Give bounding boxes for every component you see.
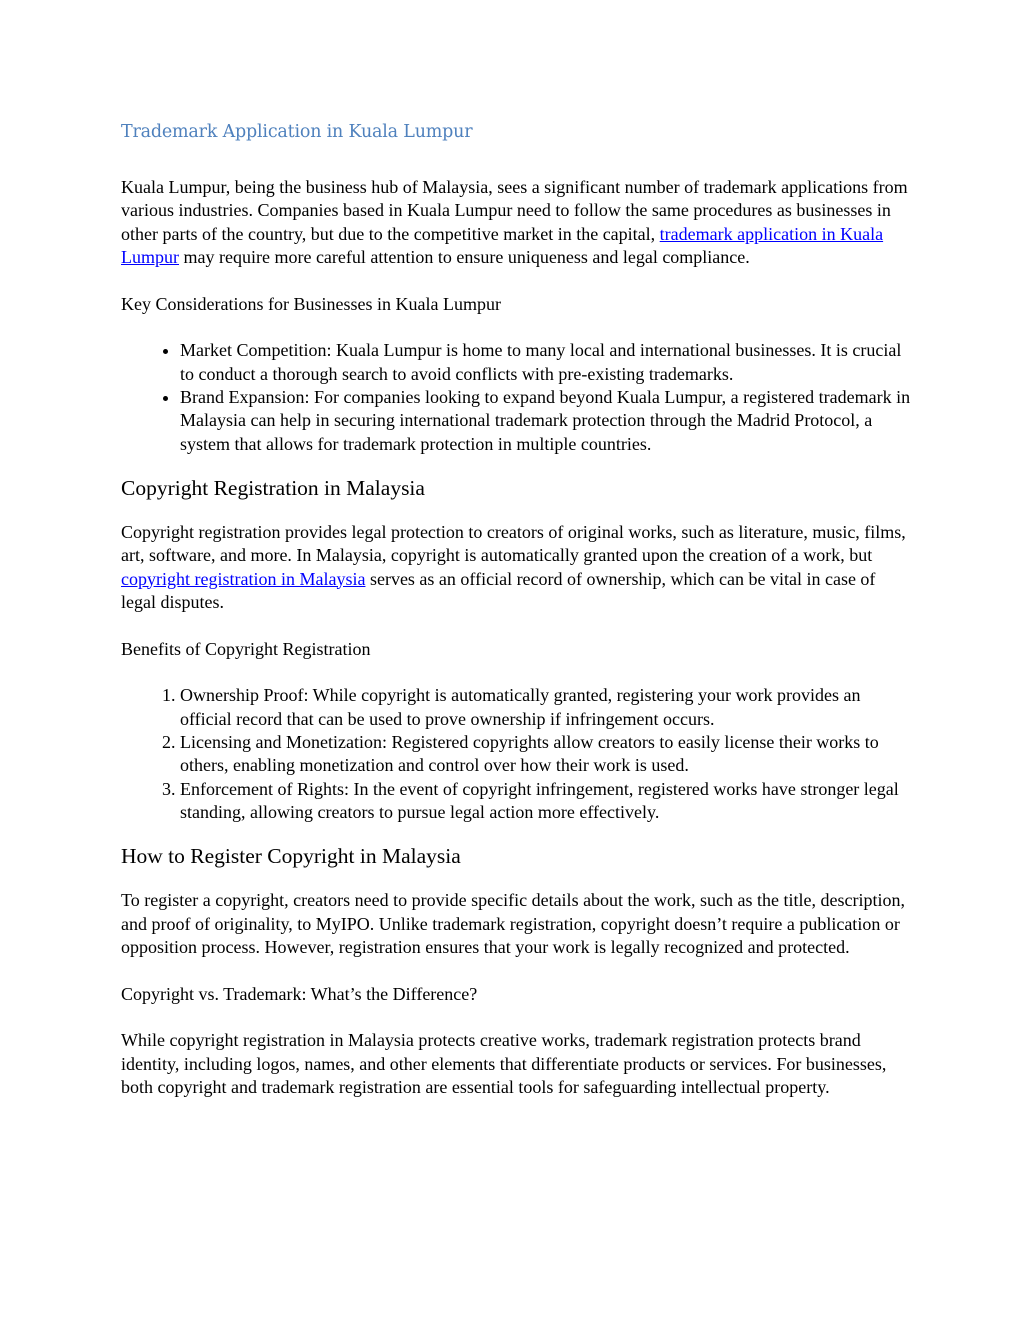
- copyright-registration-link[interactable]: copyright registration in Malaysia: [121, 568, 366, 589]
- key-considerations-subheading: Key Considerations for Businesses in Kuala Lumpur: [121, 293, 501, 314]
- copyright-text-after-link: serves as an official record of ownership, which can be vital in case of legal disputes.: [121, 568, 876, 612]
- copyright-text-before-link: Copyright registration provides legal protection to creators of original works, such as literature, music, films, art, software, and more. In Malaysia, copyright is automatically granted upon the creation of a work, but: [121, 521, 906, 566]
- intro-paragraph: [121, 176, 911, 269]
- benefits-subheading: Benefits of Copyright Registration: [121, 638, 371, 659]
- intro-text-after-link: may require more careful attention to ensure uniqueness and legal compliance.: [179, 246, 750, 267]
- list-item: 2. Licensing and Monetization: Registered copyrights allow creators to easily license their works to others, enabling monetization and control over how their work is used.: [180, 731, 911, 778]
- intro-text-before-link: Kuala Lumpur, being the business hub of Malaysia, sees a significant number of trademark applications from various industries. Companies based in Kuala Lumpur need to follow the same procedures as businesses in other parts of the country, but due to the competitive market in the capital,: [121, 177, 908, 244]
- trademark-application-link[interactable]: trademark application in Kuala Lumpur: [121, 223, 884, 267]
- copyright-registration-heading: Copyright Registration in Malaysia: [121, 475, 425, 500]
- benefits-list: [121, 684, 911, 824]
- document-page: [121, 118, 911, 1123]
- page-title: Trademark Application in Kuala Lumpur: [121, 122, 473, 142]
- how-to-register-paragraph: To register a copyright, creators need to provide specific details about the work, such as the title, description, and proof of originality, to MyIPO. Unlike trademark registration, copyright doesn’t require a publication or opposition process. However, registration ensures that your work is legally recognized and protected.: [121, 890, 905, 957]
- list-item: 3. Enforcement of Rights: In the event of copyright infringement, registered works have stronger legal standing, allowing creators to pursue legal action more effectively.: [180, 778, 911, 825]
- copyright-paragraph: [121, 521, 911, 614]
- how-to-register-heading: How to Register Copyright in Malaysia: [121, 844, 461, 869]
- difference-subheading: Copyright vs. Trademark: What’s the Difference?: [121, 983, 478, 1004]
- list-item: • Market Competition: Kuala Lumpur is home to many local and international businesses. It is crucial to conduct a thorough search to avoid conflicts with pre-existing trademarks.: [180, 339, 911, 386]
- list-item: 1. Ownership Proof: While copyright is automatically granted, registering your work provides an official record that can be used to prove ownership if infringement occurs.: [180, 684, 911, 731]
- list-item: • Brand Expansion: For companies looking to expand beyond Kuala Lumpur, a registered trademark in Malaysia can help in securing international trademark protection through the Madrid Protocol, a system that allows for trademark protection in multiple countries.: [180, 386, 911, 456]
- considerations-list: [121, 339, 911, 455]
- final-paragraph: While copyright registration in Malaysia protects creative works, trademark registration protects brand identity, including logos, names, and other elements that differentiate products or services. For businesses, both copyright and trademark registration are essential tools for safeguarding intellectual property.: [121, 1030, 887, 1098]
